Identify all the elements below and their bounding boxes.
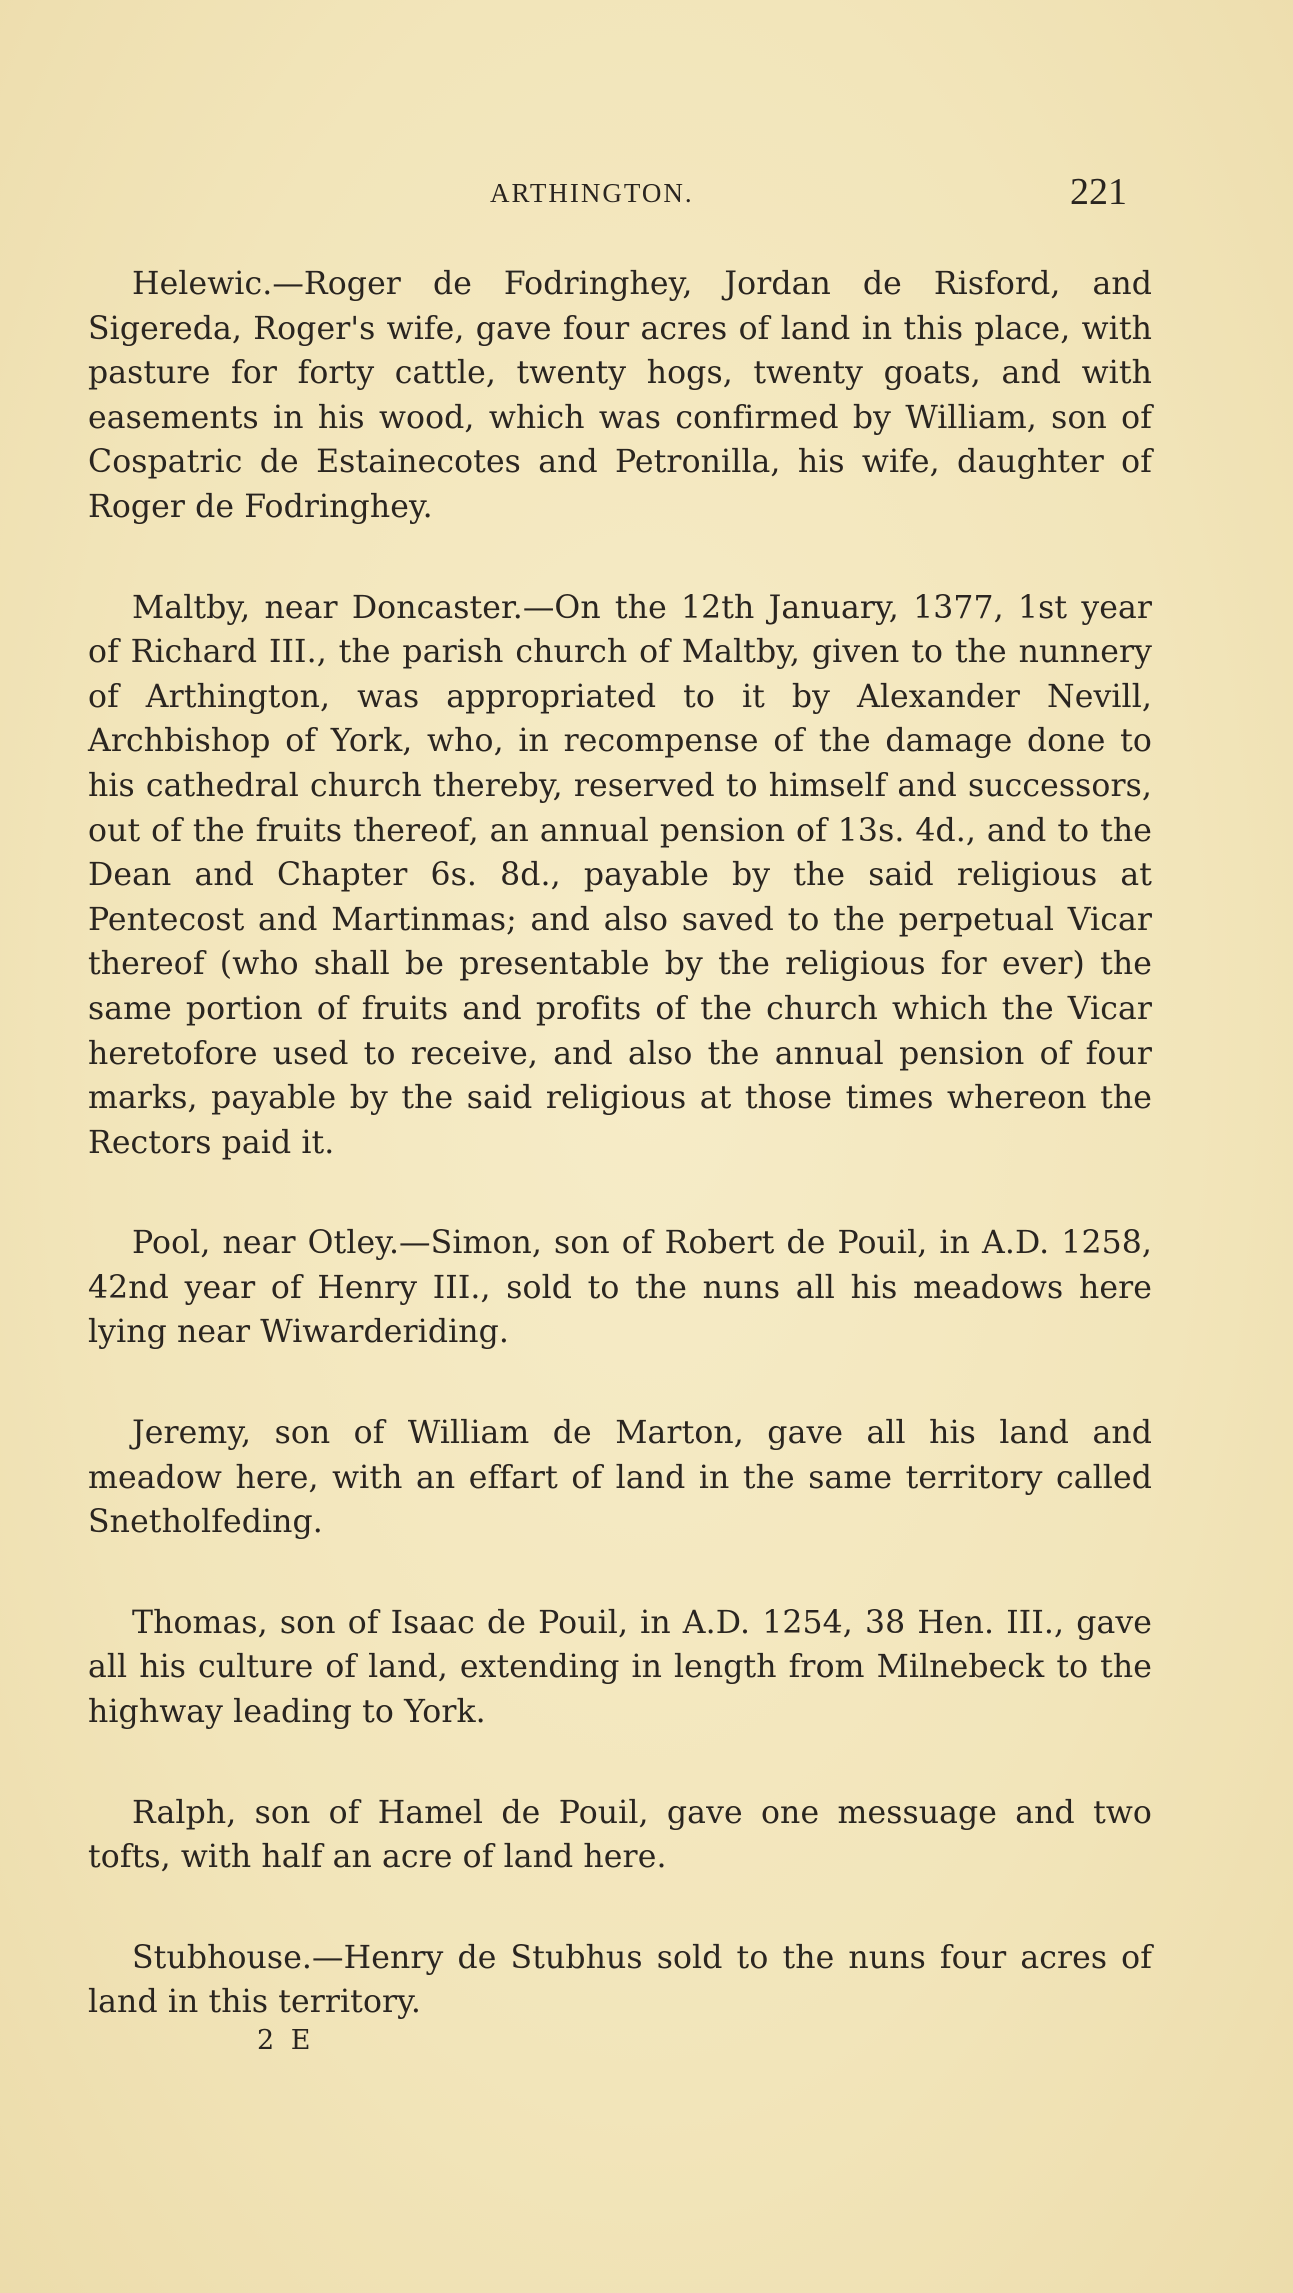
paragraph-helewic: Helewic.—Roger de Fodringhey, Jordan de Risford, and Sigereda, Roger's wife, gave four acres of land in this place, with pasture for forty cattle, twenty hogs, twenty goats, and with easements in his wood, which was confirmed by William, son of Cospatric de Estainecotes and Petronilla, his wife, daughter of Roger de Fodringhey.: [88, 266, 1152, 525]
paragraph-maltby: Maltby, near Doncaster.—On the 12th January, 1377, 1st year of Richard III., the parish church of Maltby, given to the nunnery of Arthington, was appropriated to it by Alexander Nevill, Archbishop of York, who, in recompense of the damage done to his cathedral church thereby, reserved to himself and successors, out of the fruits thereof, an annual pension of 13s. 4d., and to the Dean and Chapter 6s. 8d., payable by the said religious at Pentecost and Martinmas; and also saved to the perpetual Vicar thereof (who shall be presentable by the religious for ever) the same portion of fruits and profits of the church which the Vicar heretofore used to receive, and also the annual pension of four marks, payable by the said religious at those times whereon the Rectors paid it.: [88, 589, 1152, 1161]
signature-mark: 2 E: [257, 2025, 315, 2056]
paragraph-stubhouse: Stubhouse.—Henry de Stubhus sold to the nuns four acres of land in this territory.: [88, 1939, 1152, 2021]
running-title: ARTHINGTON.: [490, 178, 694, 208]
paragraph-ralph: Ralph, son of Hamel de Pouil, gave one messuage and two tofts, with half an acre of land here.: [88, 1794, 1152, 1876]
page-number: 221: [1070, 171, 1127, 213]
paragraph-jeremy: Jeremy, son of William de Marton, gave all his land and meadow here, with an effart of land in the same territory called Snetholfeding.: [88, 1415, 1152, 1541]
body-text: [88, 262, 1152, 2081]
paragraph-thomas: Thomas, son of Isaac de Pouil, in A.D. 1254, 38 Hen. III., gave all his culture of land, extending in length from Milnebeck to the highway leading to York.: [88, 1604, 1152, 1731]
paragraph-pool: Pool, near Otley.—Simon, son of Robert de Pouil, in A.D. 1258, 42nd year of Henry III., sold to the nuns all his meadows here lying near Wiwarderiding.: [88, 1225, 1152, 1351]
running-head: [0, 170, 1293, 220]
